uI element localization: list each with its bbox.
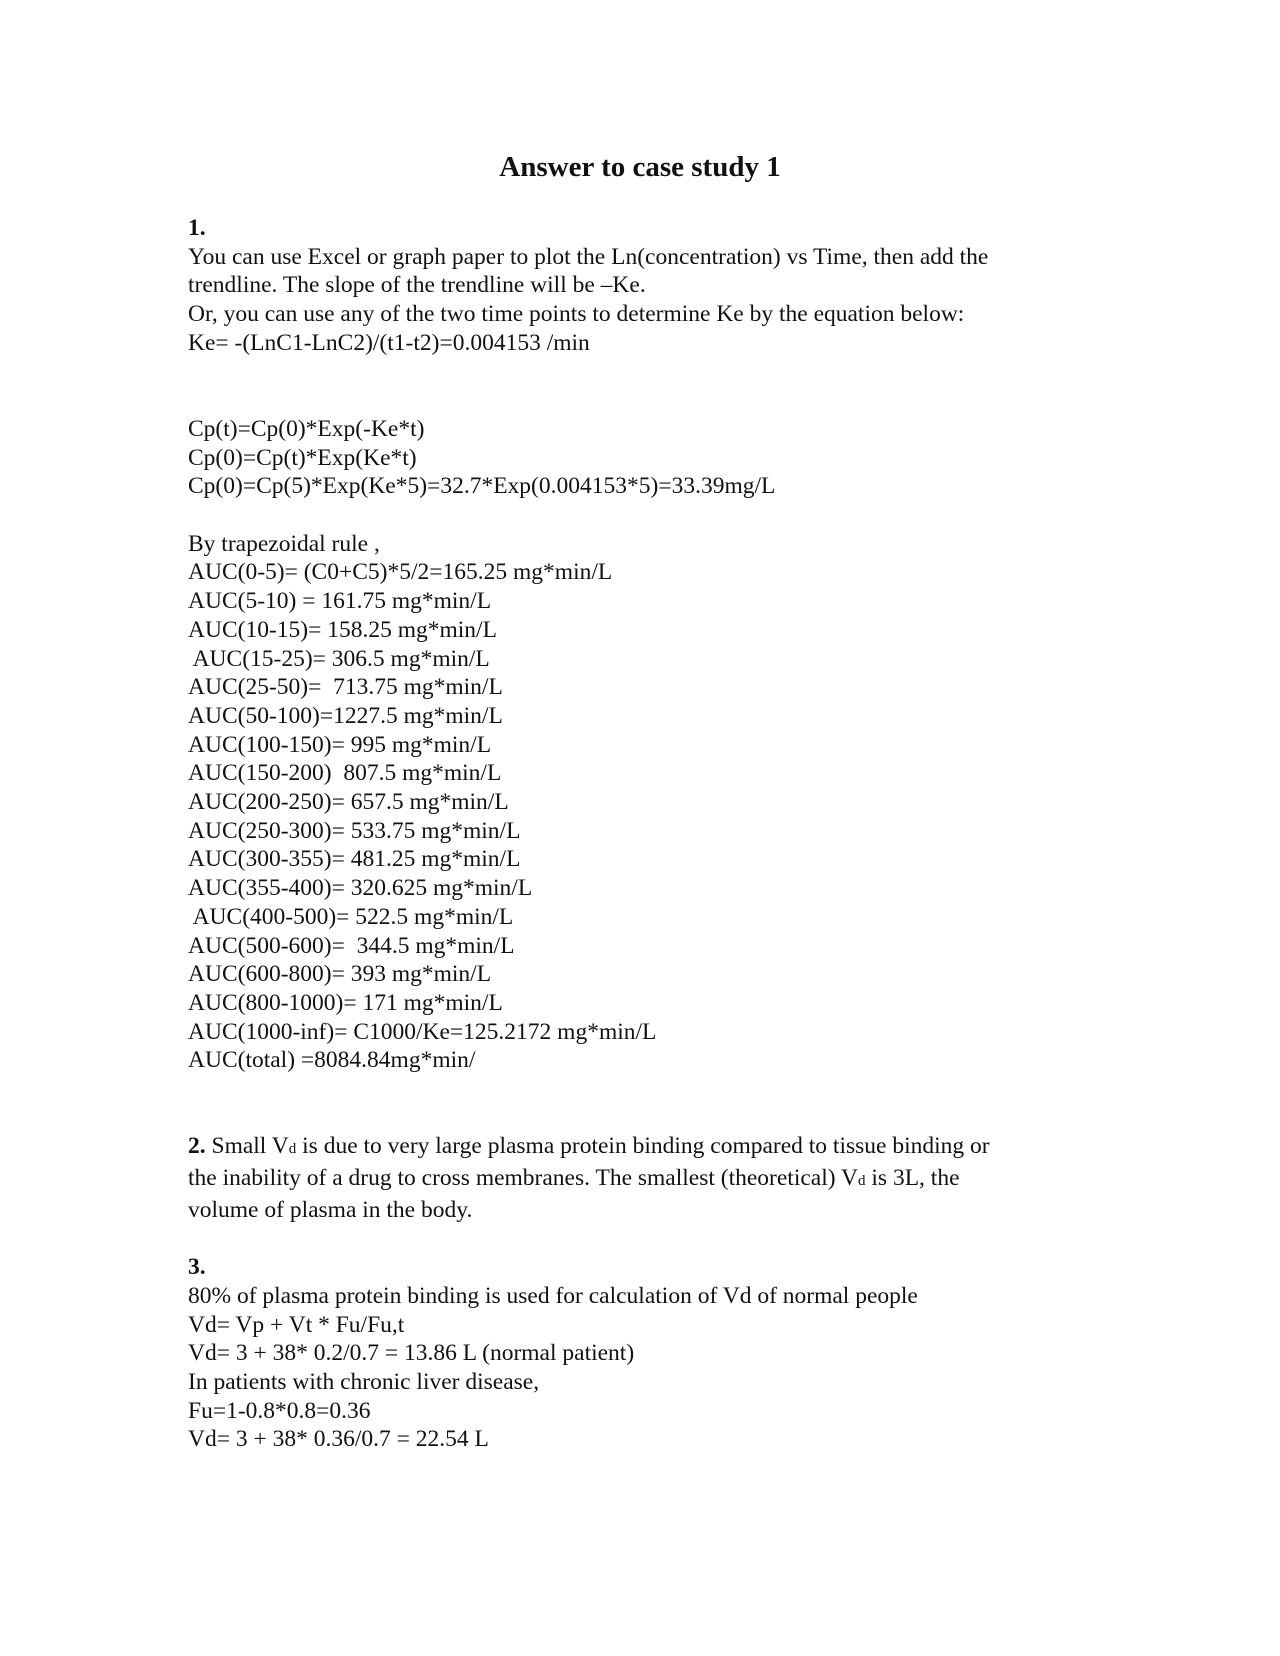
auc-line: AUC(250-300)= 533.75 mg*min/L [188,817,521,844]
section-1-intro-line: trendline. The slope of the trendline will be –Ke. [188,272,646,299]
auc-line: AUC(0-5)= (C0+C5)*5/2=165.25 mg*min/L [188,559,613,586]
auc-line: AUC(200-250)= 657.5 mg*min/L [188,789,509,816]
spacer [188,501,1088,530]
section-3 [188,1253,1088,1454]
auc-total-line: AUC(total) =8084.84mg*min/ [188,1047,476,1074]
trapezoid-header: By trapezoidal rule , [188,530,380,557]
page-title: Answer to case study 1 [499,151,781,183]
auc-line: AUC(10-15)= 158.25 mg*min/L [188,616,497,643]
section-2 [188,1132,1088,1224]
auc-line: AUC(25-50)= 713.75 mg*min/L [188,674,503,701]
section-1 [188,214,1088,1075]
section-2-text: is 3L, the [865,1165,960,1192]
section-3-line: Fu=1-0.8*0.8=0.36 [188,1397,371,1424]
auc-line: AUC(800-1000)= 171 mg*min/L [188,989,503,1016]
equation-line: Cp(0)=Cp(t)*Exp(Ke*t) [188,444,417,471]
section-2-text: the inability of a drug to cross membranes. The smallest (theoretical) V [188,1165,859,1192]
section-2-text: is due to very large plasma protein binding compared to tissue binding or [296,1133,990,1160]
subscript-d: d [858,1173,866,1190]
section-3-line: Vd= 3 + 38* 0.2/0.7 = 13.86 L (normal patient) [188,1340,635,1367]
auc-line: AUC(15-25)= 306.5 mg*min/L [188,645,490,672]
spacer [188,358,1088,415]
section-1-intro-line: Or, you can use any of the two time points to determine Ke by the equation below: [188,301,965,328]
section-3-line: 80% of plasma protein binding is used for calculation of Vd of normal people [188,1282,918,1309]
document-body [188,214,1088,1454]
section-2-line: volume of plasma in the body. [188,1196,473,1223]
equation-line: Cp(0)=Cp(5)*Exp(Ke*5)=32.7*Exp(0.004153*5)=33.39mg/L [188,473,776,500]
auc-line: AUC(300-355)= 481.25 mg*min/L [188,846,521,873]
auc-line: AUC(100-150)= 995 mg*min/L [188,731,492,758]
section-3-line: Vd= 3 + 38* 0.36/0.7 = 22.54 L [188,1426,489,1453]
section-3-number: 3. [188,1254,206,1281]
auc-line: AUC(5-10) = 161.75 mg*min/L [188,588,492,615]
auc-line: AUC(355-400)= 320.625 mg*min/L [188,875,533,902]
auc-line: AUC(600-800)= 393 mg*min/L [188,961,492,988]
auc-line: AUC(1000-inf)= C1000/Ke=125.2172 mg*min/L [188,1018,657,1045]
section-1-intro-line: You can use Excel or graph paper to plot the Ln(concentration) vs Time, then add the [188,243,989,270]
section-1-number: 1. [188,215,206,241]
section-3-line: Vd= Vp + Vt * Fu/Fu,t [188,1311,405,1338]
auc-line: AUC(50-100)=1227.5 mg*min/L [188,702,503,729]
section-2-line [188,1132,1088,1164]
section-2-text: Small V [205,1133,289,1160]
spacer [188,1225,1088,1254]
equation-line: Cp(t)=Cp(0)*Exp(-Ke*t) [188,415,425,442]
spacer [188,1075,1088,1132]
section-1-intro-line: Ke= -(LnC1-LnC2)/(t1-t2)=0.004153 /min [188,329,590,356]
auc-line: AUC(150-200) 807.5 mg*min/L [188,760,502,787]
section-3-line: In patients with chronic liver disease, [188,1369,540,1396]
subscript-d: d [288,1141,297,1158]
auc-line: AUC(400-500)= 522.5 mg*min/L [188,903,514,930]
section-2-line [188,1164,1088,1196]
auc-line: AUC(500-600)= 344.5 mg*min/L [188,932,515,959]
section-2-number: 2. [188,1133,206,1160]
